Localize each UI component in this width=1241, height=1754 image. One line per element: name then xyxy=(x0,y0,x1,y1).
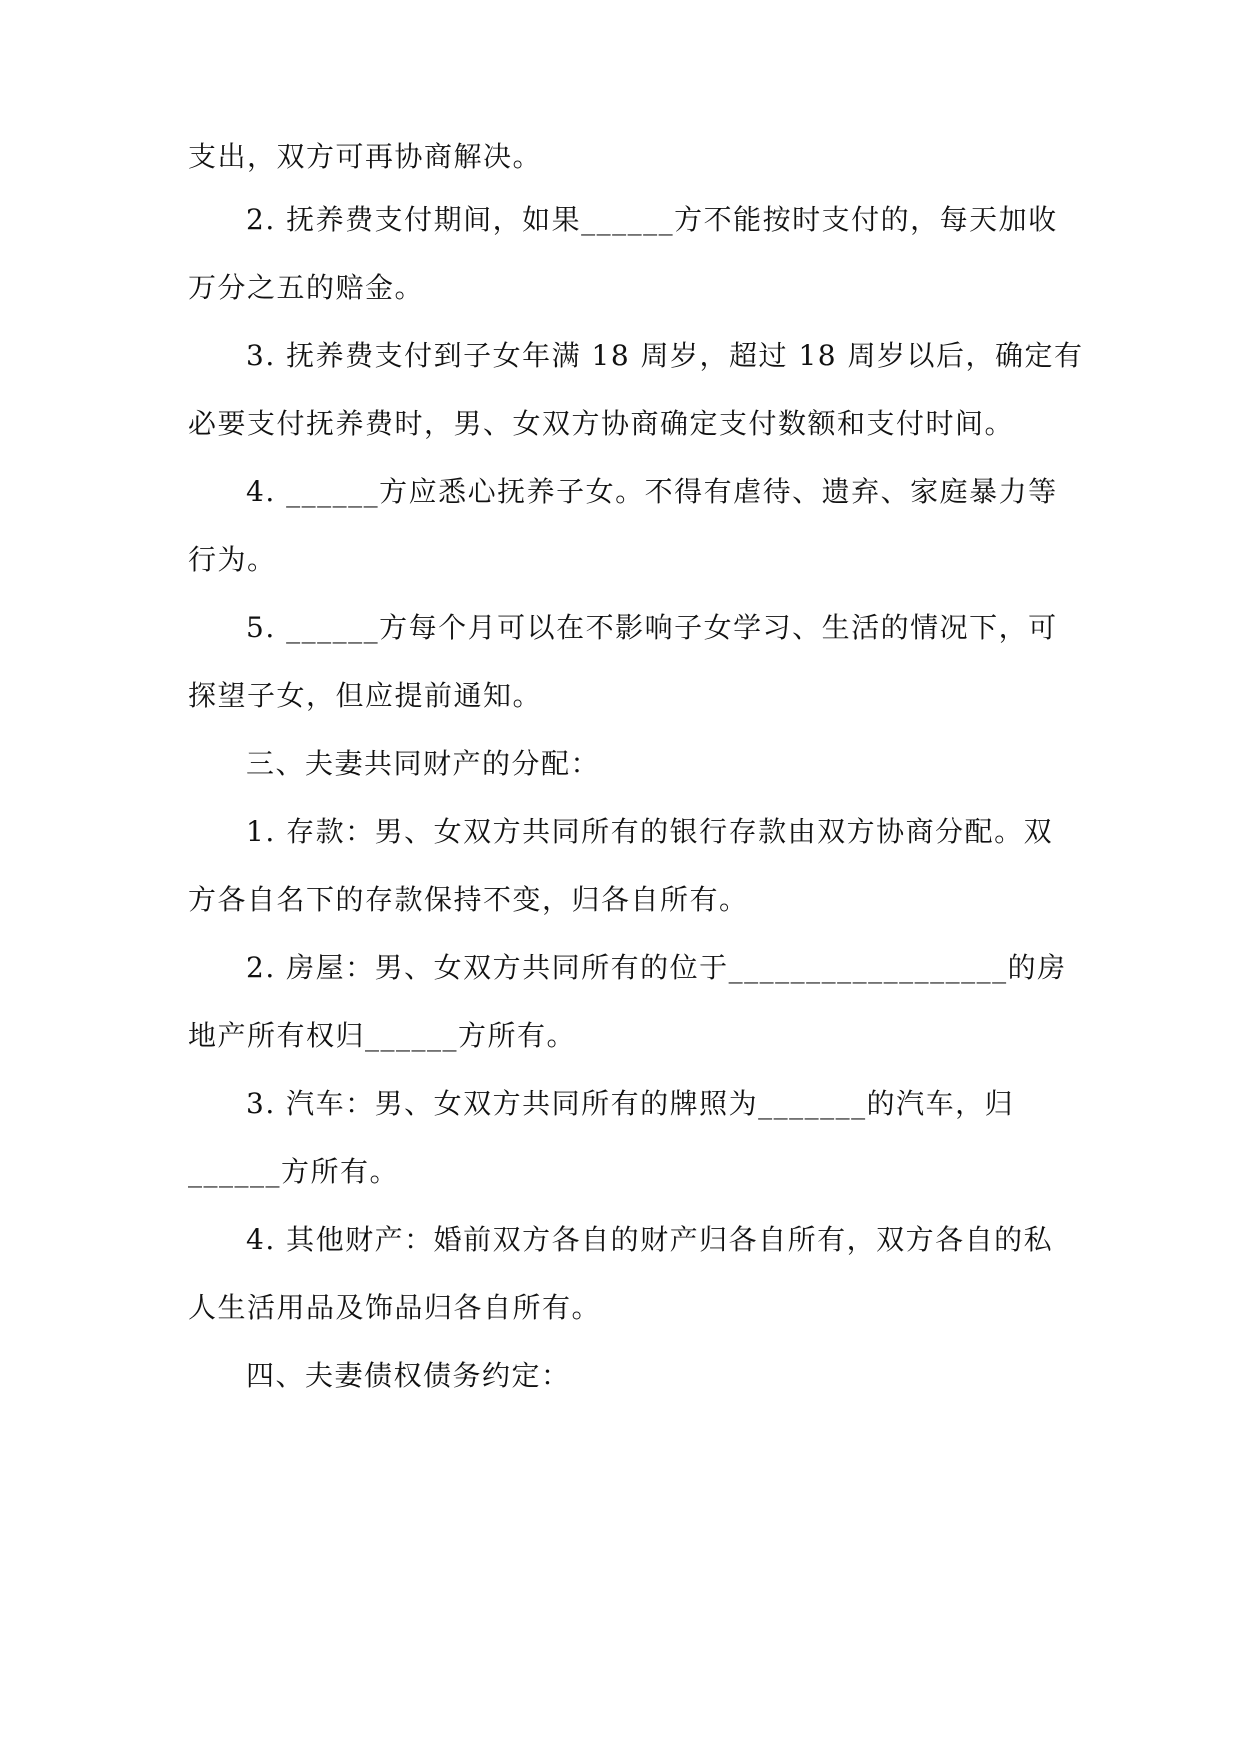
paragraph-line: 地产所有权归______方所有。 xyxy=(188,1019,577,1052)
paragraph-line: 4. ______方应悉心抚养子女。不得有虐待、遗弃、家庭暴力等 xyxy=(246,475,1058,508)
paragraph-line: 2. 房屋：男、女双方共同所有的位于__________________的房 xyxy=(246,951,1067,984)
paragraph-line: 万分之五的赔金。 xyxy=(188,271,425,304)
paragraph-line: 行为。 xyxy=(188,543,277,576)
paragraph-line: 人生活用品及饰品归各自所有。 xyxy=(188,1291,602,1324)
paragraph-line: 1. 存款：男、女双方共同所有的银行存款由双方协商分配。双 xyxy=(246,815,1054,848)
paragraph-line: 方各自名下的存款保持不变，归各自所有。 xyxy=(188,883,749,916)
paragraph-line: 5. ______方每个月可以在不影响子女学习、生活的情况下，可 xyxy=(246,611,1058,644)
paragraph-line: 必要支付抚养费时，男、女双方协商确定支付数额和支付时间。 xyxy=(188,407,1015,440)
paragraph-line: 3. 抚养费支付到子女年满 18 周岁，超过 18 周岁以后，确定有 xyxy=(246,339,1084,372)
paragraph-line: 探望子女，但应提前通知。 xyxy=(188,679,543,712)
paragraph-line: ______方所有。 xyxy=(188,1155,400,1188)
paragraph-line: 3. 汽车：男、女双方共同所有的牌照为_______的汽车，归 xyxy=(246,1087,1015,1120)
section-heading: 三、夫妻共同财产的分配： xyxy=(246,747,601,780)
paragraph-line: 4. 其他财产：婚前双方各自的财产归各自所有，双方各自的私 xyxy=(246,1223,1054,1256)
section-heading: 四、夫妻债权债务约定： xyxy=(246,1359,571,1392)
paragraph-line: 支出，双方可再协商解决。 xyxy=(188,140,543,173)
paragraph-line: 2. 抚养费支付期间，如果______方不能按时支付的，每天加收 xyxy=(246,203,1058,236)
